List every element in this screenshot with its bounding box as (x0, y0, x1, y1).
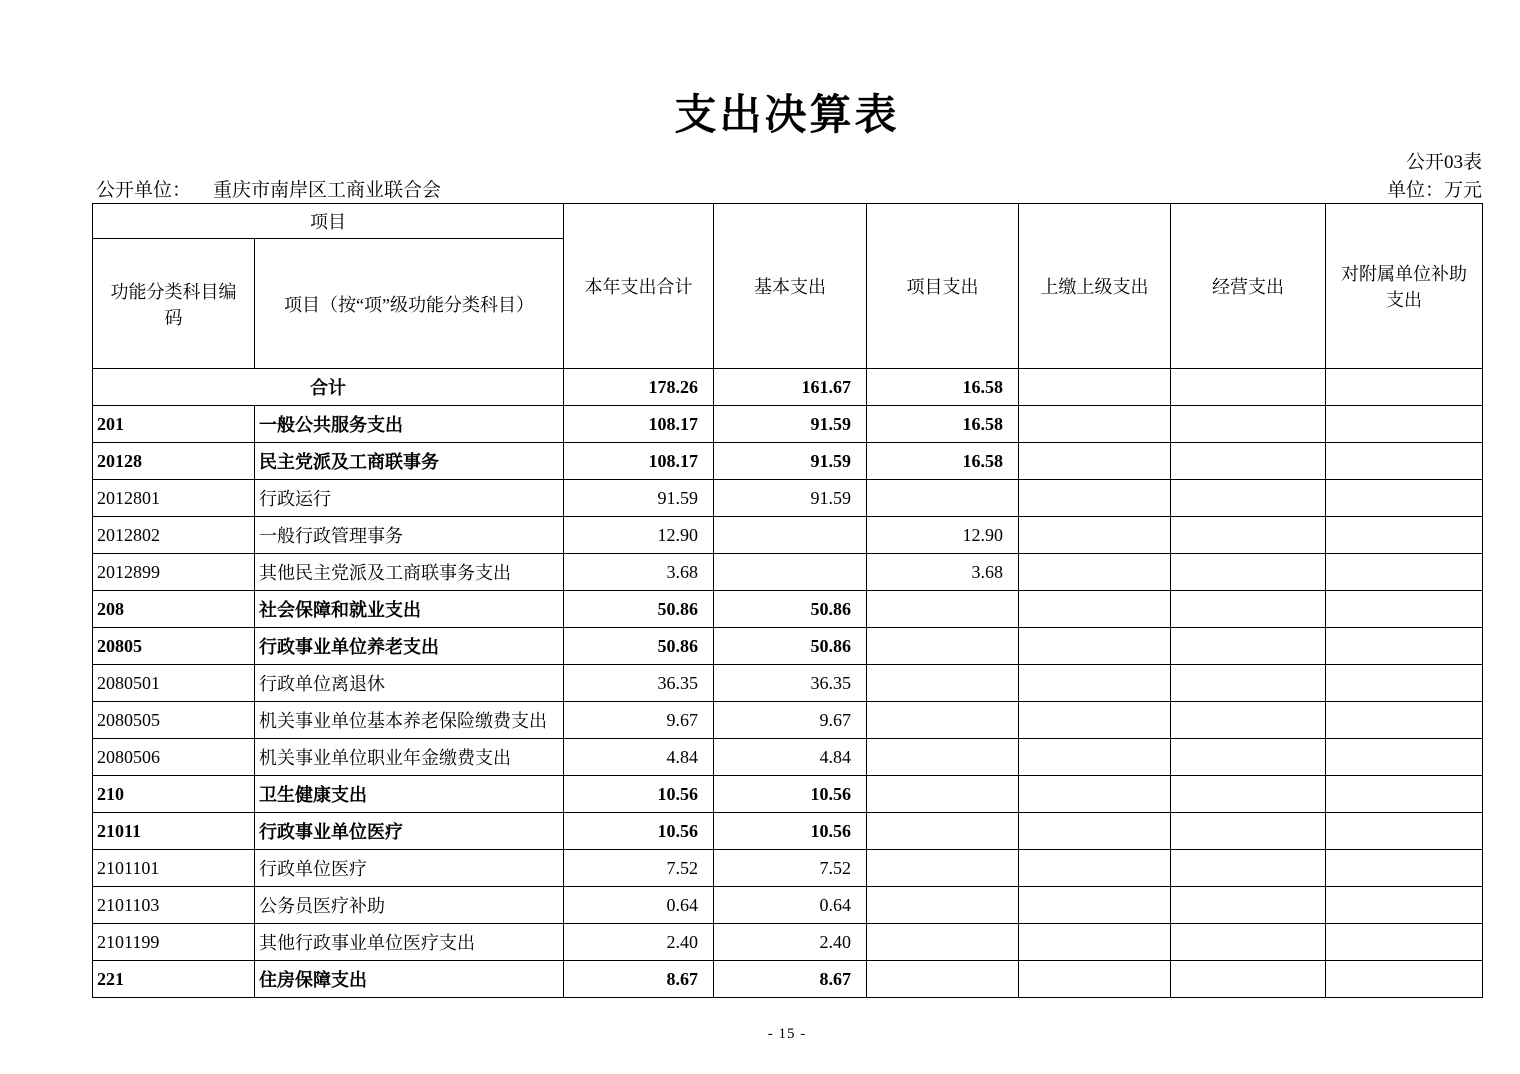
upper-cell (1019, 591, 1171, 628)
basic-cell: 91.59 (714, 480, 867, 517)
table-row (93, 961, 1483, 998)
project-cell (867, 739, 1019, 776)
total-cell: 8.67 (564, 961, 714, 998)
code-cell: 2080506 (93, 739, 255, 776)
upper-cell (1019, 702, 1171, 739)
item-cell: 公务员医疗补助 (255, 887, 564, 924)
total-cell: 3.68 (564, 554, 714, 591)
code-cell: 221 (93, 961, 255, 998)
header-group-item: 项目 (93, 204, 564, 239)
subsidy-cell (1326, 776, 1483, 813)
upper-cell (1019, 554, 1171, 591)
code-cell: 210 (93, 776, 255, 813)
item-cell: 一般公共服务支出 (255, 406, 564, 443)
code-cell: 21011 (93, 813, 255, 850)
currency-unit-note: 单位：万元 (1386, 180, 1482, 201)
item-cell: 民主党派及工商联事务 (255, 443, 564, 480)
item-cell: 住房保障支出 (255, 961, 564, 998)
subsidy-cell (1326, 924, 1483, 961)
table-row (93, 369, 1483, 406)
total-cell: 4.84 (564, 739, 714, 776)
item-cell: 其他民主党派及工商联事务支出 (255, 554, 564, 591)
header-basic-expenditure: 基本支出 (714, 204, 867, 369)
public-unit-label: 公开单位： (96, 180, 192, 201)
basic-cell: 7.52 (714, 850, 867, 887)
total-cell: 91.59 (564, 480, 714, 517)
page-title: 支出决算表 (674, 93, 900, 139)
item-cell: 行政事业单位养老支出 (255, 628, 564, 665)
basic-cell: 91.59 (714, 443, 867, 480)
basic-cell: 36.35 (714, 665, 867, 702)
code-cell: 2101101 (93, 850, 255, 887)
item-cell: 机关事业单位基本养老保险缴费支出 (255, 702, 564, 739)
project-cell (867, 480, 1019, 517)
total-cell: 10.56 (564, 813, 714, 850)
upper-cell (1019, 813, 1171, 850)
project-cell (867, 591, 1019, 628)
header-upturn-expenditure: 上缴上级支出 (1019, 204, 1171, 369)
operating-cell (1171, 628, 1326, 665)
header-item-name: 项目（按“项”级功能分类科目） (255, 239, 564, 369)
basic-cell: 10.56 (714, 813, 867, 850)
table-row (93, 850, 1483, 887)
upper-cell (1019, 924, 1171, 961)
table-row (93, 665, 1483, 702)
form-number: 公开03表 (1405, 152, 1482, 173)
project-cell (867, 813, 1019, 850)
header-project-expenditure: 项目支出 (867, 204, 1019, 369)
table-row (93, 887, 1483, 924)
operating-cell (1171, 406, 1326, 443)
project-cell (867, 924, 1019, 961)
operating-cell (1171, 850, 1326, 887)
total-cell: 10.56 (564, 776, 714, 813)
item-cell: 行政单位离退休 (255, 665, 564, 702)
table-row (93, 813, 1483, 850)
item-cell: 其他行政事业单位医疗支出 (255, 924, 564, 961)
code-cell: 2012801 (93, 480, 255, 517)
item-cell: 行政运行 (255, 480, 564, 517)
total-cell: 108.17 (564, 443, 714, 480)
operating-cell (1171, 517, 1326, 554)
subsidy-cell (1326, 480, 1483, 517)
project-cell (867, 776, 1019, 813)
basic-cell: 50.86 (714, 628, 867, 665)
header-total-expenditure: 本年支出合计 (564, 204, 714, 369)
project-cell: 16.58 (867, 443, 1019, 480)
subsidy-cell (1326, 850, 1483, 887)
header-subsidy-expenditure: 对附属单位补助支出 (1326, 204, 1483, 369)
code-cell: 2012802 (93, 517, 255, 554)
header-function-code: 功能分类科目编码 (93, 239, 255, 369)
operating-cell (1171, 665, 1326, 702)
public-unit-line (96, 175, 441, 202)
item-cell: 行政单位医疗 (255, 850, 564, 887)
subsidy-cell (1326, 369, 1483, 406)
total-cell: 178.26 (564, 369, 714, 406)
item-cell: 一般行政管理事务 (255, 517, 564, 554)
subsidy-cell (1326, 406, 1483, 443)
subsidy-cell (1326, 887, 1483, 924)
code-cell: 2101199 (93, 924, 255, 961)
operating-cell (1171, 480, 1326, 517)
basic-cell (714, 517, 867, 554)
table-row (93, 591, 1483, 628)
total-cell: 2.40 (564, 924, 714, 961)
project-cell (867, 702, 1019, 739)
operating-cell (1171, 887, 1326, 924)
table-row (93, 924, 1483, 961)
item-cell: 卫生健康支出 (255, 776, 564, 813)
basic-cell: 8.67 (714, 961, 867, 998)
project-cell: 16.58 (867, 369, 1019, 406)
project-cell: 3.68 (867, 554, 1019, 591)
operating-cell (1171, 591, 1326, 628)
subsidy-cell (1326, 591, 1483, 628)
basic-cell: 10.56 (714, 776, 867, 813)
subsidy-cell (1326, 443, 1483, 480)
page-number: - 15 - (767, 1026, 807, 1042)
operating-cell (1171, 813, 1326, 850)
basic-cell: 9.67 (714, 702, 867, 739)
operating-cell (1171, 554, 1326, 591)
subsidy-cell (1326, 554, 1483, 591)
operating-cell (1171, 776, 1326, 813)
project-cell: 16.58 (867, 406, 1019, 443)
operating-cell (1171, 443, 1326, 480)
table-row (93, 517, 1483, 554)
item-cell: 社会保障和就业支出 (255, 591, 564, 628)
code-cell: 208 (93, 591, 255, 628)
table-row (93, 443, 1483, 480)
total-cell: 9.67 (564, 702, 714, 739)
upper-cell (1019, 628, 1171, 665)
upper-cell (1019, 406, 1171, 443)
table-header (93, 204, 1483, 369)
subsidy-cell (1326, 739, 1483, 776)
public-unit-name: 重庆市南岸区工商业联合会 (213, 180, 442, 201)
code-cell: 2101103 (93, 887, 255, 924)
total-cell: 0.64 (564, 887, 714, 924)
basic-cell: 0.64 (714, 887, 867, 924)
project-cell: 12.90 (867, 517, 1019, 554)
code-cell: 20128 (93, 443, 255, 480)
code-cell: 201 (93, 406, 255, 443)
table-row (93, 702, 1483, 739)
subsidy-cell (1326, 961, 1483, 998)
operating-cell (1171, 702, 1326, 739)
total-cell: 12.90 (564, 517, 714, 554)
table-body (93, 369, 1483, 998)
total-cell: 50.86 (564, 628, 714, 665)
header-row-group (93, 204, 1483, 239)
total-cell: 36.35 (564, 665, 714, 702)
row-label-cell: 合计 (93, 369, 564, 406)
item-cell: 行政事业单位医疗 (255, 813, 564, 850)
upper-cell (1019, 369, 1171, 406)
item-cell: 机关事业单位职业年金缴费支出 (255, 739, 564, 776)
upper-cell (1019, 850, 1171, 887)
upper-cell (1019, 961, 1171, 998)
operating-cell (1171, 739, 1326, 776)
code-cell: 2080501 (93, 665, 255, 702)
subsidy-cell (1326, 813, 1483, 850)
upper-cell (1019, 443, 1171, 480)
code-cell: 20805 (93, 628, 255, 665)
subsidy-cell (1326, 628, 1483, 665)
subsidy-cell (1326, 702, 1483, 739)
basic-cell (714, 554, 867, 591)
project-cell (867, 961, 1019, 998)
project-cell (867, 628, 1019, 665)
operating-cell (1171, 924, 1326, 961)
table-row (93, 480, 1483, 517)
operating-cell (1171, 961, 1326, 998)
total-cell: 108.17 (564, 406, 714, 443)
upper-cell (1019, 517, 1171, 554)
table-row (93, 554, 1483, 591)
basic-cell: 2.40 (714, 924, 867, 961)
table-row (93, 406, 1483, 443)
upper-cell (1019, 665, 1171, 702)
basic-cell: 91.59 (714, 406, 867, 443)
header-operating-expenditure: 经营支出 (1171, 204, 1326, 369)
total-cell: 7.52 (564, 850, 714, 887)
operating-cell (1171, 369, 1326, 406)
project-cell (867, 887, 1019, 924)
upper-cell (1019, 480, 1171, 517)
upper-cell (1019, 887, 1171, 924)
table-row (93, 628, 1483, 665)
upper-cell (1019, 776, 1171, 813)
table-row (93, 776, 1483, 813)
code-cell: 2012899 (93, 554, 255, 591)
total-cell: 50.86 (564, 591, 714, 628)
subsidy-cell (1326, 517, 1483, 554)
subsidy-cell (1326, 665, 1483, 702)
basic-cell: 161.67 (714, 369, 867, 406)
expenditure-table (92, 203, 1483, 998)
project-cell (867, 665, 1019, 702)
table-row (93, 739, 1483, 776)
basic-cell: 50.86 (714, 591, 867, 628)
project-cell (867, 850, 1019, 887)
basic-cell: 4.84 (714, 739, 867, 776)
upper-cell (1019, 739, 1171, 776)
code-cell: 2080505 (93, 702, 255, 739)
